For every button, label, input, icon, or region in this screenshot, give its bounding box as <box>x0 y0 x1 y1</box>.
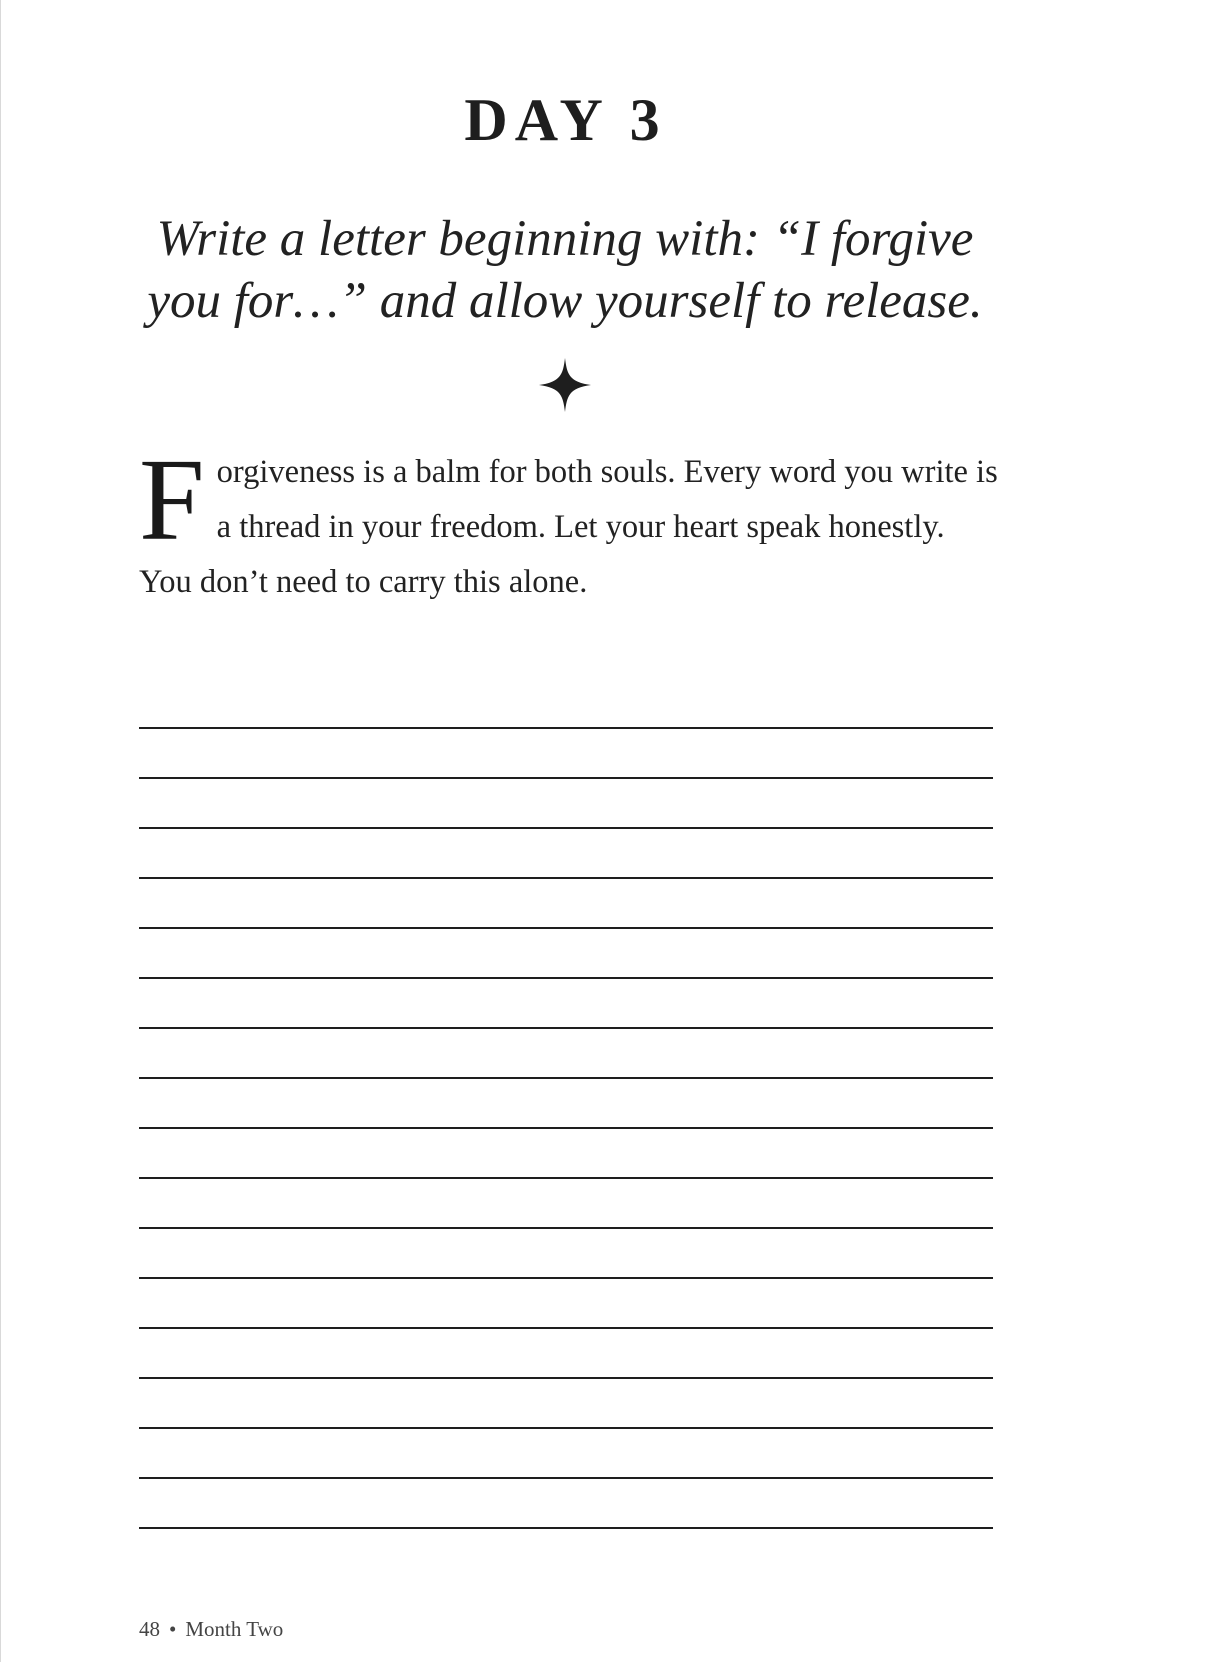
writing-line <box>139 827 993 829</box>
page-footer <box>139 1617 283 1642</box>
page-number: 48 <box>139 1617 160 1641</box>
writing-line <box>139 1177 993 1179</box>
writing-line <box>139 1477 993 1479</box>
writing-line <box>139 977 993 979</box>
writing-line <box>139 1277 993 1279</box>
page-title: DAY 3 <box>464 87 667 153</box>
writing-line <box>139 877 993 879</box>
writing-line <box>139 1527 993 1529</box>
writing-line <box>139 927 993 929</box>
footer-separator: • <box>169 1617 177 1641</box>
intro-paragraph-text: orgiveness is a balm for both souls. Every word you write is a thread in your freedom. Let your heart speak honestly. You don’t need to carry this alone. <box>139 454 998 600</box>
page-edge <box>0 0 1 1662</box>
writing-area[interactable] <box>139 0 993 1662</box>
writing-line <box>139 1127 993 1129</box>
writing-line <box>139 777 993 779</box>
writing-line <box>139 727 993 729</box>
writing-line <box>139 1227 993 1229</box>
section-name: Month Two <box>185 1617 284 1641</box>
writing-line <box>139 1077 993 1079</box>
drop-cap: F <box>139 434 205 565</box>
journal-prompt: Write a letter beginning with: “I forgive you for…” and allow yourself to release. <box>147 211 983 329</box>
writing-line <box>139 1427 993 1429</box>
writing-line <box>139 1377 993 1379</box>
writing-line <box>139 1027 993 1029</box>
writing-line <box>139 1327 993 1329</box>
